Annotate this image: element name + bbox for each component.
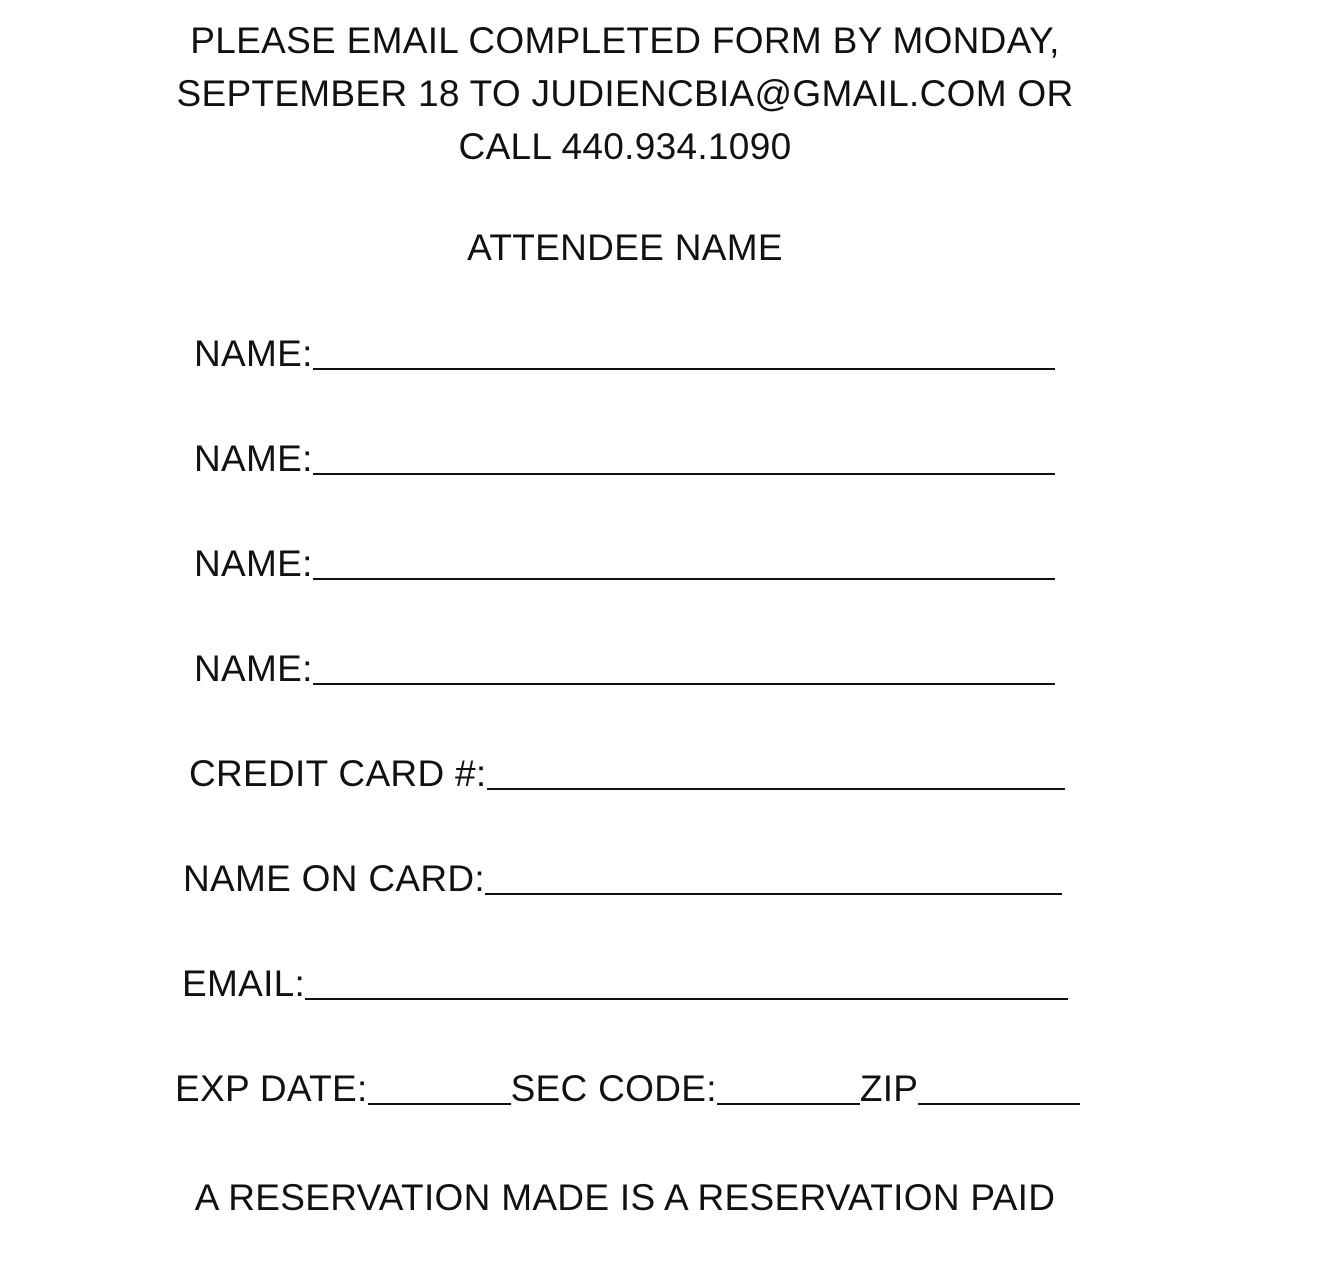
attendee-name-blank-4[interactable]	[313, 645, 1055, 685]
attendee-name-label-1: NAME:	[194, 333, 313, 374]
instructions-line-2: SEPTEMBER 18 TO JUDIENCBIA@GMAIL.COM OR	[176, 73, 1074, 114]
instructions-line-1: PLEASE EMAIL COMPLETED FORM BY MONDAY,	[190, 20, 1060, 61]
attendee-name-blank-1[interactable]	[313, 330, 1055, 370]
payment-policy-note: A RESERVATION MADE IS A RESERVATION PAID	[194, 1177, 1056, 1218]
instructions-line-3: CALL 440.934.1090	[458, 126, 792, 167]
email-blank[interactable]	[305, 960, 1068, 1000]
credit-card-blank[interactable]	[487, 750, 1065, 790]
email-field	[182, 958, 1068, 1006]
attendee-name-heading: ATTENDEE NAME	[467, 227, 783, 268]
zip-blank[interactable]	[918, 1065, 1080, 1105]
card-details-field	[175, 1063, 1080, 1111]
email-label: EMAIL:	[182, 963, 306, 1004]
attendee-name-label-3: NAME:	[194, 543, 313, 584]
attendee-name-label-2: NAME:	[194, 438, 313, 479]
attendee-name-blank-2[interactable]	[313, 435, 1055, 475]
exp-date-label: EXP DATE:	[175, 1068, 368, 1109]
sec-code-blank[interactable]	[717, 1065, 860, 1105]
name-on-card-field	[183, 853, 1062, 901]
attendee-name-field-4	[194, 643, 1055, 691]
attendee-name-field-3	[194, 538, 1055, 586]
attendee-name-field-1	[194, 328, 1055, 376]
instructions-header	[120, 14, 1130, 173]
sec-code-label: SEC CODE:	[510, 1068, 717, 1109]
zip-label: ZIP	[859, 1068, 919, 1109]
attendee-name-blank-3[interactable]	[313, 540, 1055, 580]
name-on-card-label: NAME ON CARD:	[183, 858, 485, 899]
attendee-name-field-2	[194, 433, 1055, 481]
exp-date-blank[interactable]	[368, 1065, 511, 1105]
credit-card-label: CREDIT CARD #:	[189, 753, 487, 794]
credit-card-field	[189, 748, 1065, 796]
attendee-name-label-4: NAME:	[194, 648, 313, 689]
name-on-card-blank[interactable]	[485, 855, 1062, 895]
